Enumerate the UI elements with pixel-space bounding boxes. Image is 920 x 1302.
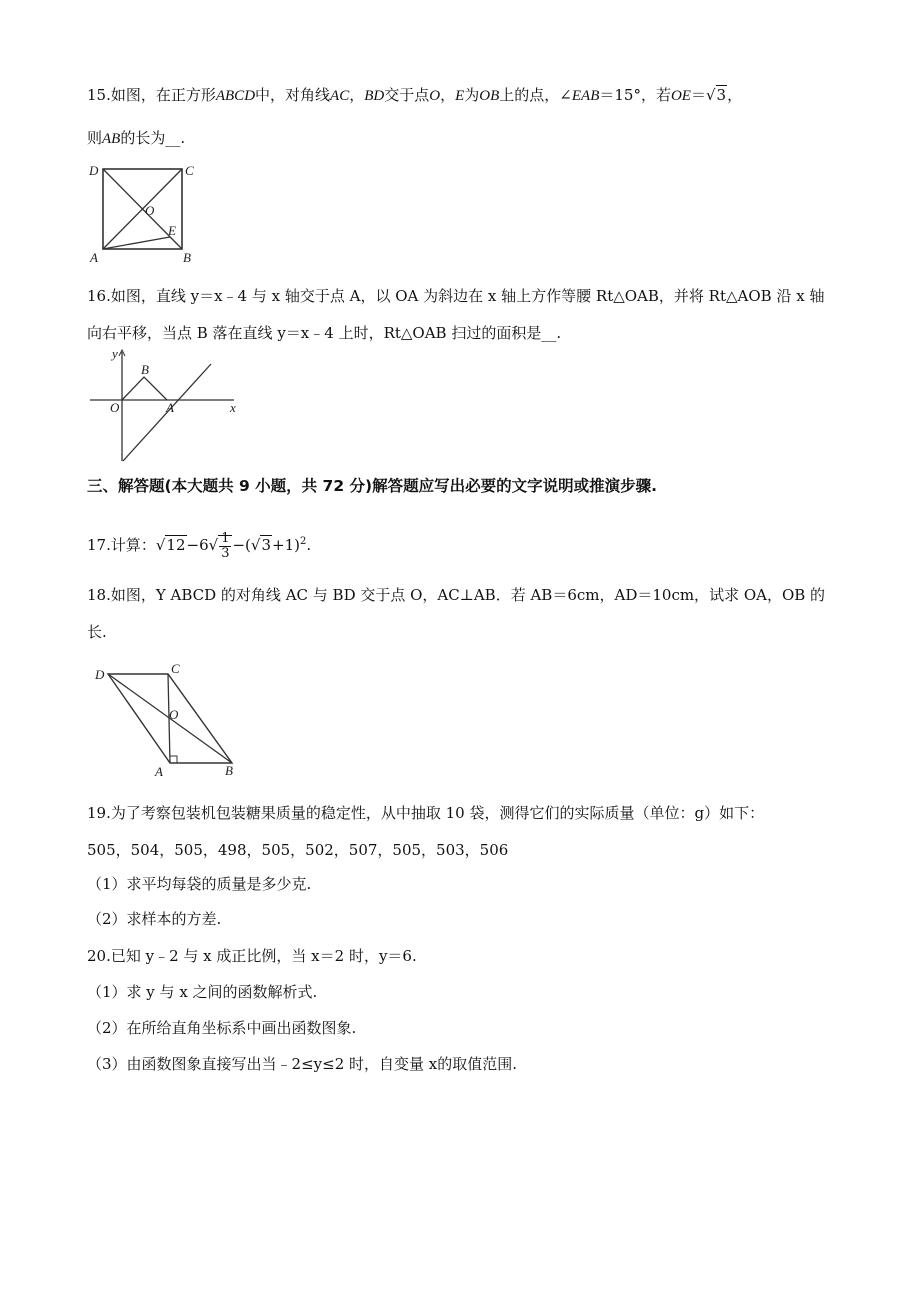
q20-sub2: （2）在所给直角坐标系中画出函数图象.	[87, 1019, 357, 1037]
section3-title: 三、解答题(本大题共 9 小题，共 72 分)解答题应写出必要的文字说明或推演步骤.	[87, 477, 657, 495]
q16-graph-figure	[86, 346, 251, 466]
q18-label-a: A	[155, 764, 163, 779]
q20-sub1: （1）求 y 与 x 之间的函数解析式.	[87, 983, 318, 1001]
q17-line: 17.计算：√12−6√ $\frac{1}{3}$ $-(√3+1)^2$.	[87, 530, 312, 561]
q15-square-figure	[86, 160, 206, 266]
q18-label-b: B	[225, 763, 233, 778]
q19-line1: 19.为了考察包装机包装糖果质量的稳定性，从中抽取 10 袋，测得它们的实际质量（单位：g）如下：	[87, 804, 765, 822]
q19-data: 505，504，505，498，505，502，507，505，503，506	[87, 841, 509, 859]
q16-line2: 向右平移，当点 B 落在直线 y＝x﹣4 上时，Rt△OAB 扫过的面积是__.	[87, 324, 562, 342]
q16-line1: 16.如图，直线 y＝x﹣4 与 x 轴交于点 A，以 OA 为斜边在 x 轴上方作等腰 Rt△OAB，并将 Rt△AOB 沿 x 轴	[87, 287, 825, 305]
q19-sub1: （1）求平均每袋的质量是多少克.	[87, 875, 312, 893]
q19-sub2: （2）求样本的方差.	[87, 910, 222, 928]
q18-label-c: C	[171, 661, 180, 676]
q15-label-e: E	[168, 223, 176, 238]
q18-label-o: O	[169, 707, 179, 722]
q15-label-o: O	[145, 203, 155, 218]
q17-fraction: $\frac{1}{3}$	[221, 530, 230, 561]
q15-line1: 15.如图，在正方形ABCD中，对角线AC，BD交于点O，E为OB上的点，∠EAB＝15°，若OE＝√3，	[87, 86, 743, 104]
q16-label-y: y	[112, 346, 118, 361]
q16-label-a: A	[166, 400, 174, 415]
q15-label-a: A	[90, 250, 98, 265]
q20-line1: 20.已知 y﹣2 与 x 成正比例，当 x＝2 时，y＝6.	[87, 947, 417, 965]
q15-label-c: C	[185, 163, 194, 178]
q15-line2: 则AB的长为__.	[87, 129, 186, 147]
q18-line1: 18.如图，Y ABCD 的对角线 AC 与 BD 交于点 O，AC⊥AB．若 AB＝6cm，AD＝10cm，试求 OA，OB 的	[87, 586, 826, 604]
q16-label-x: x	[230, 400, 236, 415]
q15-label-d: D	[89, 163, 99, 178]
q16-label-b: B	[141, 362, 149, 377]
sqrt-3: √3	[705, 86, 727, 104]
q18-line2: 长.	[87, 623, 107, 641]
q20-sub3: （3）由函数图象直接写出当﹣2≤y≤2 时，自变量 x的取值范围.	[87, 1055, 518, 1073]
q18-parallelogram-figure	[92, 656, 242, 780]
q16-label-o: O	[110, 400, 120, 415]
q18-label-d: D	[95, 667, 105, 682]
q15-label-b: B	[183, 250, 191, 265]
